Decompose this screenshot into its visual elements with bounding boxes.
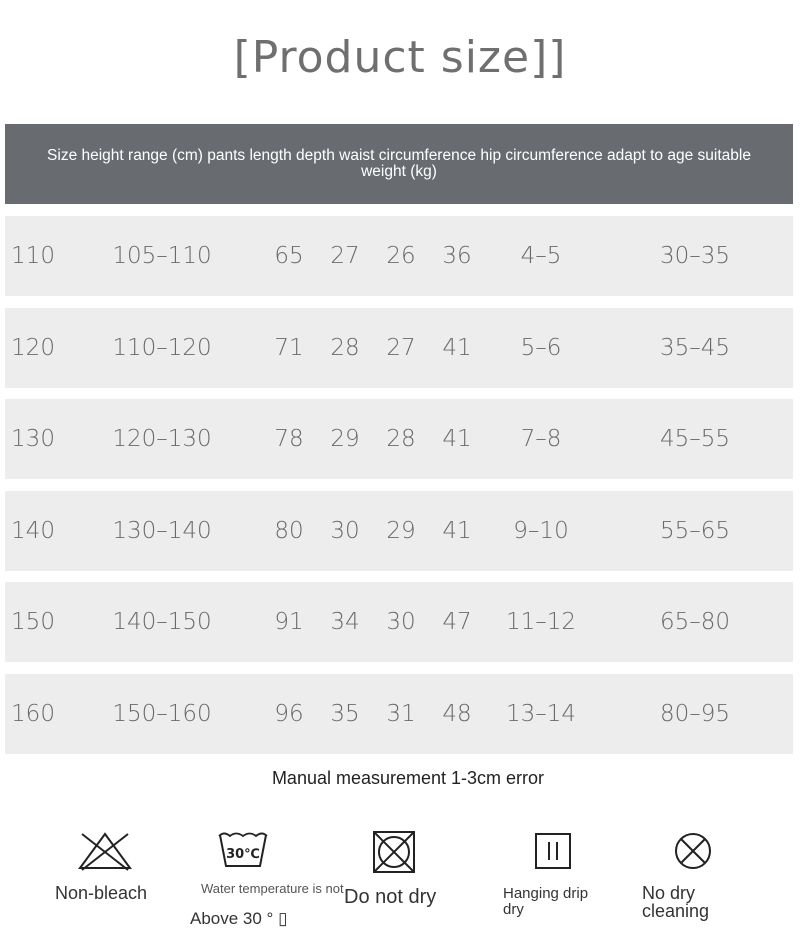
- table-row: [5, 216, 793, 296]
- table-cell: 31: [386, 701, 416, 727]
- table-cell: 130: [11, 426, 55, 452]
- no-dry-cleaning-icon: [673, 831, 713, 871]
- table-cell: 28: [386, 426, 416, 452]
- table-cell: 105–110: [112, 243, 212, 269]
- table-cell: 28: [330, 335, 360, 361]
- table-cell: 80–95: [659, 701, 731, 727]
- table-cell: 9–10: [513, 518, 569, 544]
- table-cell: 150–160: [112, 701, 212, 727]
- table-cell: 35–45: [659, 335, 731, 361]
- table-cell: 47: [442, 609, 472, 635]
- table-cell: 71: [274, 335, 304, 361]
- table-cell: 13–14: [505, 701, 577, 727]
- table-cell: 29: [386, 518, 416, 544]
- table-cell: 140–150: [112, 609, 212, 635]
- page-title: [Product size]]: [233, 32, 567, 83]
- measurement-note: Manual measurement 1-3cm error: [271, 768, 545, 788]
- hanging-drip-dry-label: Hanging drip dry: [503, 885, 589, 918]
- table-cell: 96: [274, 701, 304, 727]
- table-cell: 5–6: [520, 335, 562, 361]
- table-cell: 91: [274, 609, 304, 635]
- table-cell: 48: [442, 701, 472, 727]
- table-cell: 110: [11, 243, 55, 269]
- table-cell: 120–130: [112, 426, 212, 452]
- table-row: [5, 674, 793, 754]
- table-cell: 78: [274, 426, 304, 452]
- table-row: [5, 399, 793, 479]
- table-row: [5, 582, 793, 662]
- table-cell: 140: [11, 518, 55, 544]
- table-cell: 41: [442, 426, 472, 452]
- table-cell: 27: [330, 243, 360, 269]
- table-cell: 11–12: [505, 609, 577, 635]
- table-cell: 36: [442, 243, 472, 269]
- table-cell: 80: [274, 518, 304, 544]
- do-not-tumble-dry-icon: [372, 830, 416, 874]
- table-cell: 27: [386, 335, 416, 361]
- wash-temp-text: 30℃: [226, 847, 260, 862]
- table-header: Size height range (cm) pants length depth waist circumference hip circumference adapt to age suitable weight (kg): [5, 124, 793, 204]
- table-cell: 110–120: [112, 335, 212, 361]
- water-temp-label: Water temperature is not: [201, 881, 344, 896]
- water-temp-label-2: Above 30 ° ▯: [190, 909, 288, 928]
- table-cell: 150: [11, 609, 55, 635]
- table-cell: 41: [442, 518, 472, 544]
- table-cell: 55–65: [659, 518, 731, 544]
- table-cell: 35: [330, 701, 360, 727]
- no-dry-cleaning-label: No dry cleaning: [642, 883, 710, 921]
- table-cell: 130–140: [112, 518, 212, 544]
- table-cell: 7–8: [520, 426, 562, 452]
- table-cell: 30–35: [659, 243, 731, 269]
- non-bleach-label: Non-bleach: [55, 883, 148, 903]
- do-not-dry-label: Do not dry: [344, 886, 437, 908]
- wash-30-icon: [217, 830, 269, 870]
- no-bleach-icon: [76, 830, 134, 872]
- table-cell: 45–55: [659, 426, 731, 452]
- drip-dry-icon: [534, 832, 572, 870]
- table-cell: 34: [330, 609, 360, 635]
- table-cell: 120: [11, 335, 55, 361]
- table-row: [5, 308, 793, 388]
- table-row: [5, 491, 793, 571]
- table-cell: 30: [386, 609, 416, 635]
- table-cell: 30: [330, 518, 360, 544]
- table-cell: 160: [11, 701, 55, 727]
- table-cell: 65–80: [659, 609, 731, 635]
- table-cell: 26: [386, 243, 416, 269]
- table-cell: 29: [330, 426, 360, 452]
- table-cell: 65: [274, 243, 304, 269]
- table-cell: 4–5: [520, 243, 562, 269]
- table-cell: 41: [442, 335, 472, 361]
